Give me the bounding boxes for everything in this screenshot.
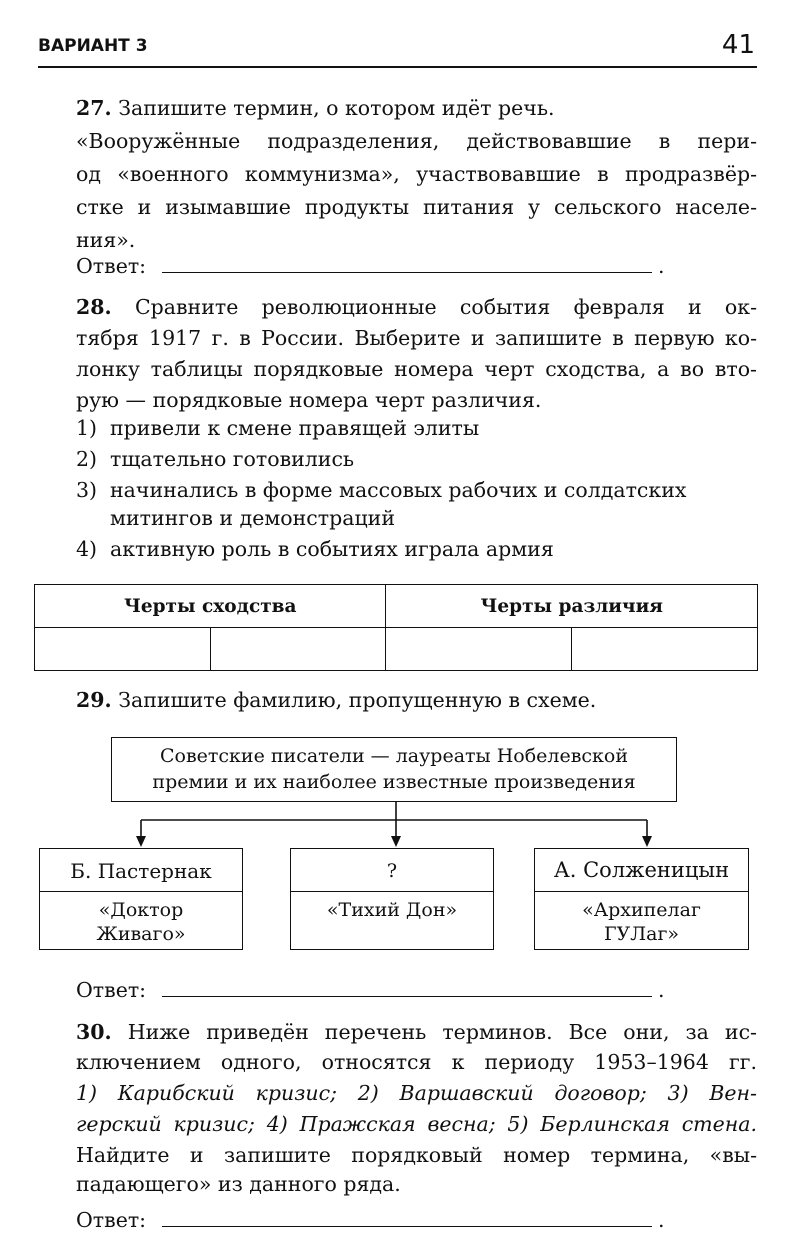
q28-item-text: активную роль в событиях играла армия [110, 537, 554, 561]
scheme-box-solzhenitsyn [534, 848, 749, 950]
q27-text-line: стке и изымавшие продукты питания у сельского населе- [76, 195, 757, 219]
q27-answer-end: . [658, 254, 665, 278]
q28-item-text: митингов и демонстраций [110, 506, 395, 530]
q30-answer-row [76, 1206, 665, 1234]
q27-text-line: од «военного коммунизма», участвовавшие в продразвёр- [76, 162, 757, 186]
q27-prompt: Запишите термин, о котором идёт речь. [118, 96, 555, 120]
q28-prompt-line: тября 1917 г. в России. Выберите и запишите в первую ко- [76, 326, 757, 350]
q27-text-line: ния». [76, 228, 136, 252]
scheme-author: А. Солженицын [553, 858, 730, 882]
arrow-head-icon [642, 836, 652, 847]
scheme-title-line: Советские писатели — лауреаты Нобелевской [159, 745, 629, 767]
q30-answer-label: Ответ: [76, 1208, 147, 1232]
table-header-similarities: Черты сходства [35, 585, 386, 628]
q27-text-line: «Вооружённые подразделения, действовавшие в пери- [76, 129, 757, 153]
q30-terms-line: 1) Карибский кризис; 2) Варшавский договор; 3) Вен- [76, 1081, 757, 1105]
q29-answer-end: . [658, 978, 665, 1002]
q28-item-number: 3) [76, 478, 98, 502]
scheme-box-divider [535, 891, 748, 892]
scheme-author-missing: ? [386, 860, 398, 882]
q28-item-number: 2) [76, 447, 98, 471]
q30-task-line: Найдите и запишите порядковый номер термина, «вы- [76, 1143, 757, 1167]
scheme-title-line: премии и их наиболее известные произведения [152, 771, 636, 793]
q28-number: 28. [76, 295, 112, 319]
scheme-author: Б. Пастернак [70, 859, 212, 883]
table-header-differences: Черты различия [386, 585, 758, 628]
scheme-box-divider [40, 891, 242, 892]
q27-answer-label: Ответ: [76, 254, 147, 278]
scheme-box-pasternak [39, 848, 243, 950]
q29-answer-field[interactable] [162, 996, 652, 997]
scheme-box-divider [291, 891, 493, 892]
scheme-work-line: «Доктор [98, 899, 184, 921]
q28-item-number: 4) [76, 537, 98, 561]
q28-prompt-text: Сравните революционные события февраля и ок- [134, 295, 757, 319]
q30-prompt-text: Ниже приведён перечень терминов. Все они, за ис- [127, 1020, 757, 1044]
q28-item-text: привели к смене правящей элиты [110, 416, 480, 440]
scheme-box-missing [290, 848, 494, 950]
q30-terms-line: герский кризис; 4) Пражская весна; 5) Берлинская стена. [76, 1112, 757, 1136]
arrow-head-icon [391, 836, 401, 847]
page-number: 41 [721, 30, 755, 60]
q29-number: 29. [76, 688, 112, 712]
q28-item-number: 1) [76, 416, 98, 440]
q27-number: 27. [76, 96, 112, 120]
q30-answer-field[interactable] [162, 1226, 652, 1227]
q28-prompt-line: лонку таблицы порядковые номера черт сходства, а во вто- [76, 357, 757, 381]
q30-prompt-line: ключением одного, относятся к периоду 1953–1964 гг. [76, 1050, 757, 1074]
q28-prompt-line: рую — порядковые номера черт различия. [76, 388, 542, 412]
q29-answer-label: Ответ: [76, 978, 147, 1002]
scheme-work-line: Живаго» [96, 923, 186, 945]
q28-item-text: тщательно готовились [110, 447, 355, 471]
scheme-work-line: ГУЛаг» [603, 923, 680, 945]
q29-prompt: Запишите фамилию, пропущенную в схеме. [118, 688, 597, 712]
q30-answer-end: . [658, 1208, 665, 1232]
q30-number: 30. [76, 1020, 112, 1044]
q30-prompt-line [76, 1018, 757, 1046]
scheme-work-line: «Архипелаг [582, 899, 701, 921]
variant-label: ВАРИАНТ 3 [38, 36, 148, 56]
q30-task-line: падающего» из данного ряда. [76, 1172, 401, 1196]
q28-item-text: начинались в форме массовых рабочих и солдатских [110, 478, 687, 502]
q29-answer-row [76, 976, 665, 1004]
arrow-head-icon [136, 836, 146, 847]
scheme-work-line: «Тихий Дон» [326, 899, 458, 921]
